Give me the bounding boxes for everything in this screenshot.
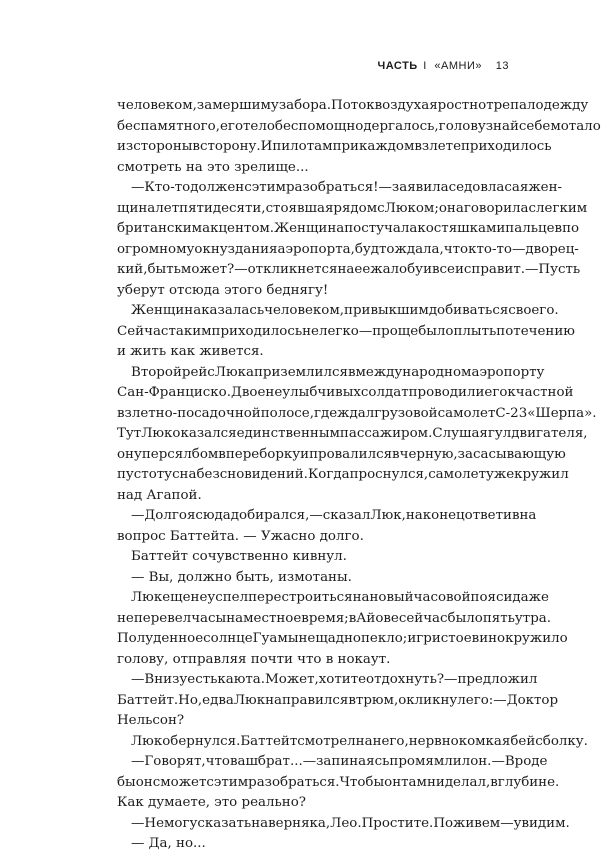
- text-line: голову, отправляя почти что в нокаут.: [117, 651, 391, 667]
- text-line: Полуденное солнце Гуамы нещадно пекло; игристое вино кружило: [117, 631, 568, 646]
- text-line: Тут Люк оказался единственным пассажиром. Слушая гул двигателя,: [117, 426, 588, 441]
- text-line: огромному окну здания аэропорта, будто ждала, что кто-то — дворец-: [117, 241, 579, 257]
- text-line: — Внизу есть каюта. Может, хотите отдохнуть? — предложил: [131, 672, 538, 687]
- page-number: 13: [495, 60, 509, 72]
- text-line: из стороны в сторону. И пилотам при каждом взлете приходилось: [117, 139, 552, 154]
- running-head: [377, 60, 509, 72]
- text-line: Женщина казалась человеком, привыкшим добиваться своего.: [131, 303, 559, 318]
- text-line: взлетно-посадочной полосе, где ждал грузовой самолет С-23 «Шерпа».: [117, 405, 597, 421]
- text-line: Люк обернулся. Баттейт смотрел на него, нервно комкая бейсболку.: [131, 733, 588, 749]
- text-line: смотреть на это зрелище...: [117, 159, 309, 175]
- text-line: Сан-Франциско. Двое неулыбчивых солдат проводили его к частной: [117, 385, 574, 400]
- text-line: пустоту сна без сновидений. Когда проснулся, самолет уже кружил: [117, 467, 569, 482]
- text-line: он уперся лбом в переборку и провалился в черную, засасывающую: [117, 446, 566, 462]
- text-line: беспамятного, его тело беспомощно дергалось, голову знай себе мотало: [117, 118, 601, 134]
- body-text: [117, 96, 601, 855]
- part-label: ЧАСТЬ: [377, 60, 418, 72]
- text-line: Нельсон?: [117, 713, 185, 728]
- text-line: Второй рейс Люка приземлился в международном аэропорту: [131, 364, 545, 380]
- text-line: вопрос Баттейта. — Ужасно долго.: [117, 528, 364, 544]
- text-line: Сейчас таким приходилось нелегко — проще было плыть по течению: [117, 323, 575, 339]
- text-line: Баттейт. Но, едва Люк направился в трюм, окликнул его: — Доктор: [117, 692, 559, 708]
- text-line: британским акцентом. Женщина постучала костяшками пальцев по: [117, 221, 580, 236]
- text-line: над Агапой.: [117, 487, 202, 503]
- text-line: уберут отсюда этого беднягу!: [117, 282, 329, 298]
- text-line: Баттейт сочувственно кивнул.: [131, 549, 347, 564]
- text-line: бы он сможет с этим разобраться. Что бы он там ни делал, в глубине.: [117, 774, 560, 790]
- text-line: не перевел часы на местное время; в Айове сейчас было пять утра.: [117, 610, 552, 626]
- chapter-title: «АМНИ»: [434, 60, 482, 72]
- text-line: Люк еще не успел перестроиться на новый часовой пояс и даже: [131, 590, 549, 605]
- part-number: I: [423, 60, 427, 72]
- text-line: — Вы, должно быть, измотаны.: [131, 569, 352, 585]
- text-line: человеком, замершим у забора. Поток воздуха яростно трепал одежду: [117, 98, 589, 113]
- text-line: — Говорят, что ваш брат... — запинаясь промямлил он. — Вроде: [131, 754, 548, 769]
- text-line: — Не могу сказать наверняка, Лео. Простите. Поживем — увидим.: [131, 815, 570, 831]
- text-line: — Долго я сюда добирался, — сказал Люк, наконец ответив на: [131, 508, 537, 523]
- text-line: — Да, но...: [131, 836, 206, 851]
- text-line: щина лет пятидесяти, стоявшая рядом с Люком; она говорила с легким: [117, 200, 588, 216]
- text-line: кий, быть может? — откликнется на ее жалобу и все исправит. — Пусть: [117, 262, 581, 277]
- text-line: Как думаете, это реально?: [117, 795, 306, 810]
- text-line: — Кто-то должен с этим разобраться! — заявила седовласая жен-: [131, 180, 563, 195]
- text-line: и жить как живется.: [117, 344, 264, 359]
